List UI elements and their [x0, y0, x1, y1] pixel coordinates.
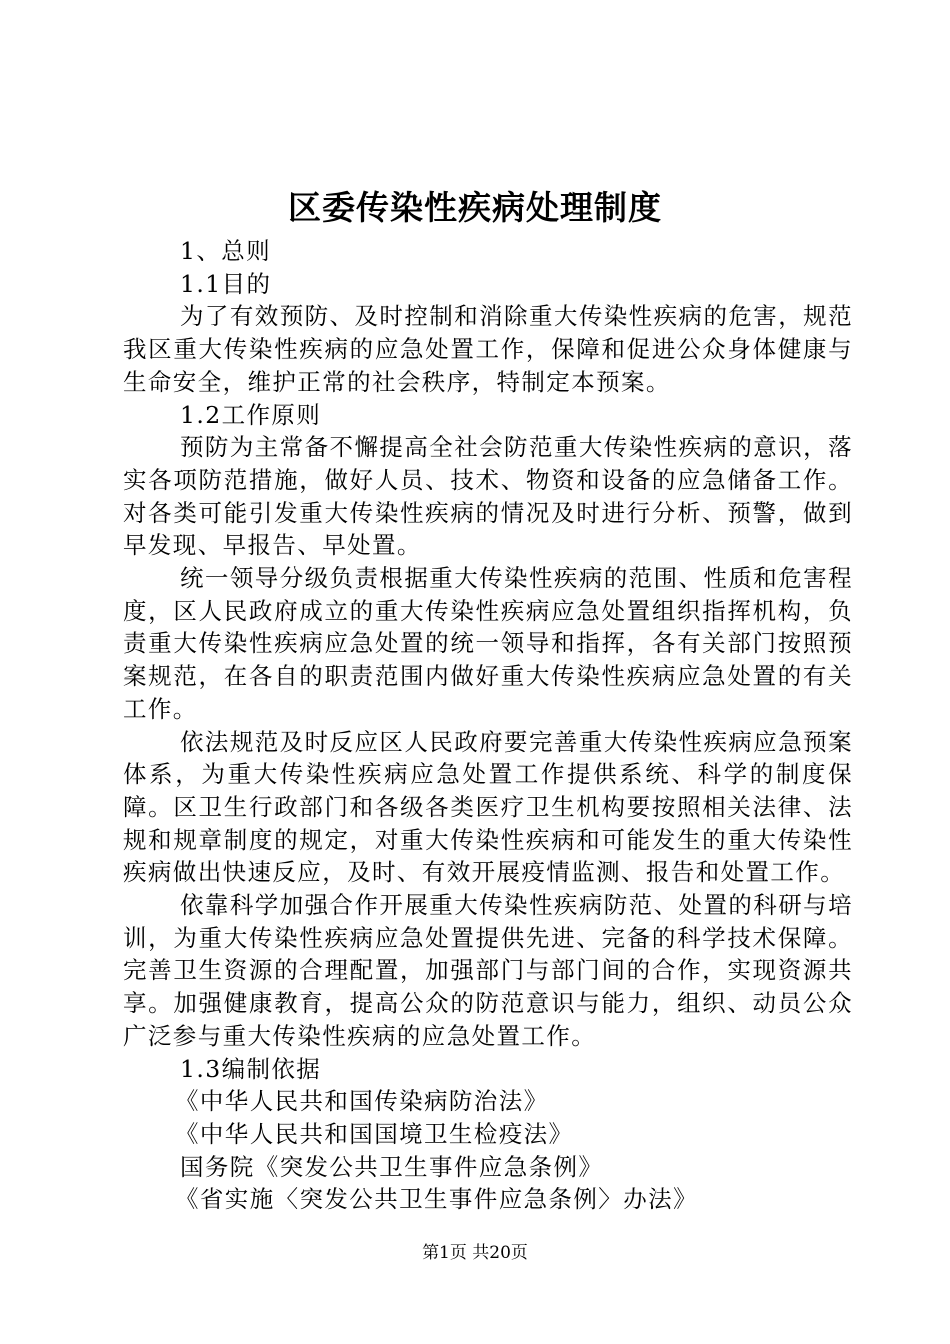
paragraph-principle-prevention: 预防为主常备不懈提高全社会防范重大传染性疾病的意识，落实各项防范措施，做好人员、技术、物资和设备的应急储备工作。对各类可能引发重大传染性疾病的情况及时进行分析、预警，做到早发现、早报告、早处置。 [123, 433, 853, 560]
reference-item: 国务院《突发公共卫生事件应急条例》 [180, 1152, 604, 1181]
section-heading-principles: 1.2工作原则 [180, 400, 322, 429]
paragraph-purpose: 为了有效预防、及时控制和消除重大传染性疾病的危害，规范我区重大传染性疾病的应急处置工作，保障和促进公众身体健康与生命安全，维护正常的社会秩序，特制定本预案。 [123, 302, 853, 396]
page-footer: 第1页 共20页 [422, 1243, 528, 1263]
document-title: 区委传染性疾病处理制度 [288, 188, 662, 227]
section-heading-purpose: 1.1目的 [180, 269, 272, 298]
reference-item: 《省实施〈突发公共卫生事件应急条例〉办法》 [175, 1185, 698, 1214]
section-heading-basis: 1.3编制依据 [180, 1054, 322, 1083]
section-heading-general: 1、总则 [180, 237, 272, 265]
paragraph-principle-law: 依法规范及时反应区人民政府要完善重大传染性疾病应急预案体系，为重大传染性疾病应急处置工作提供系统、科学的制度保障。区卫生行政部门和各级各类医疗卫生机构要按照相关法律、法规和规章制度的规定，对重大传染性疾病和可能发生的重大传染性疾病做出快速反应，及时、有效开展疫情监测、报告和处置工作。 [123, 727, 853, 887]
reference-item: 《中华人民共和国国境卫生检疫法》 [175, 1119, 574, 1148]
document-body [123, 235, 853, 1216]
reference-item: 《中华人民共和国传染病防治法》 [175, 1087, 549, 1116]
paragraph-principle-leadership: 统一领导分级负责根据重大传染性疾病的范围、性质和危害程度，区人民政府成立的重大传染性疾病应急处置组织指挥机构，负责重大传染性疾病应急处置的统一领导和指挥，各有关部门按照预案规范，在各自的职责范围内做好重大传染性疾病应急处置的有关工作。 [123, 564, 853, 723]
paragraph-principle-science: 依靠科学加强合作开展重大传染性疾病防范、处置的科研与培训，为重大传染性疾病应急处置提供先进、完备的科学技术保障。完善卫生资源的合理配置，加强部门与部门间的合作，实现资源共享。加强健康教育，提高公众的防范意识与能力，组织、动员公众广泛参与重大传染性疾病的应急处置工作。 [123, 891, 853, 1050]
